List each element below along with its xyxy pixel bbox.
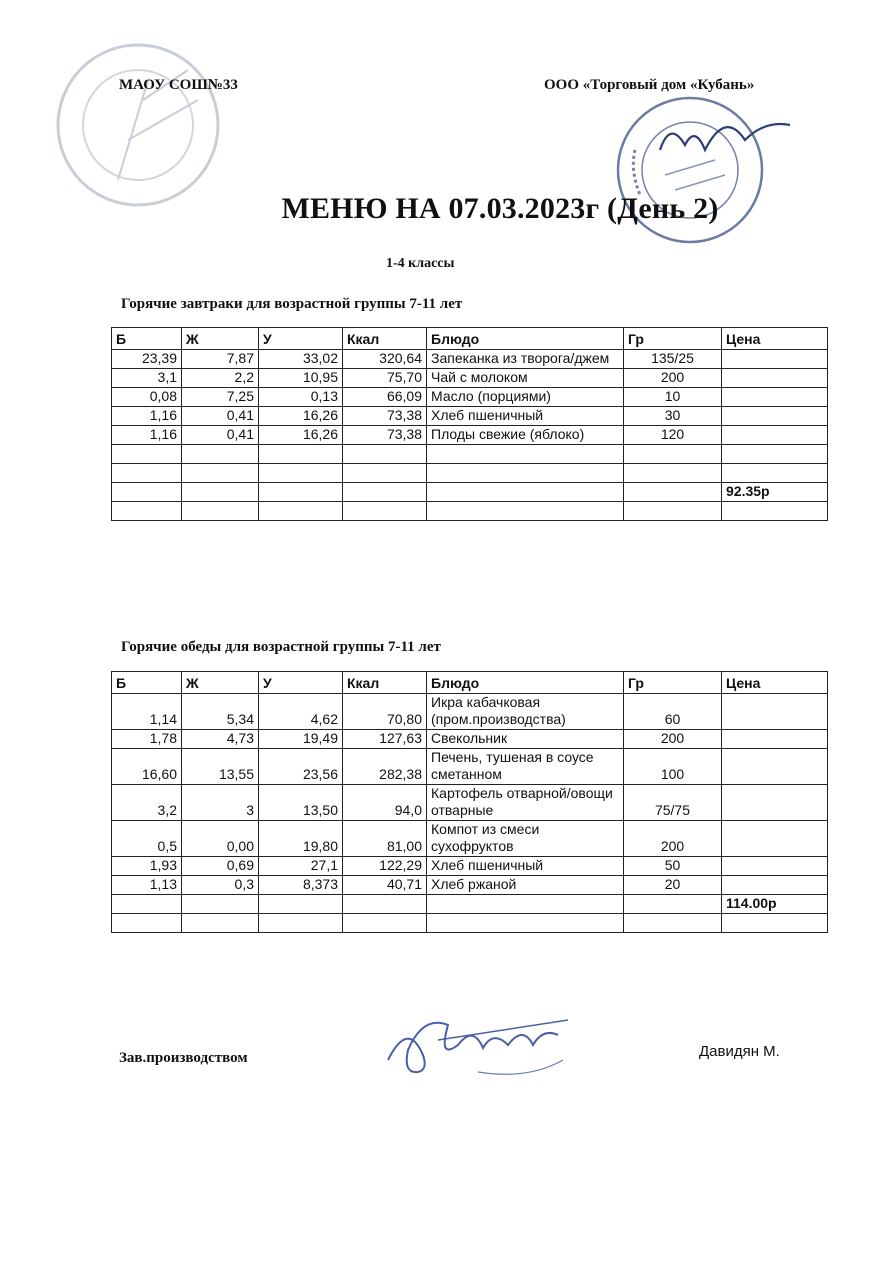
col-header-kcal: Ккал [343, 328, 427, 350]
breakfast-heading: Горячие завтраки для возрастной группы 7-11 лет [121, 296, 463, 312]
cell-b: 3,1 [112, 369, 182, 388]
total-row [112, 483, 828, 502]
left-organization: МАОУ СОШ№33 [119, 77, 238, 93]
cell-dish: Запеканка из творога/джем [427, 350, 624, 369]
table-header-row [112, 672, 828, 694]
cell-gr: 20 [624, 876, 722, 895]
company-stamp [605, 90, 805, 250]
cell-b: 0,5 [112, 821, 182, 857]
cell-kcal: 127,63 [343, 730, 427, 749]
table-row [112, 407, 828, 426]
cell-zh: 0,69 [182, 857, 259, 876]
cell-b: 3,2 [112, 785, 182, 821]
cell-zh: 7,87 [182, 350, 259, 369]
cell-u: 13,50 [259, 785, 343, 821]
col-header-price: Цена [722, 328, 828, 350]
cell-gr: 60 [624, 694, 722, 730]
cell-gr: 200 [624, 821, 722, 857]
cell-u: 16,26 [259, 426, 343, 445]
cell-price [722, 749, 828, 785]
cell-u: 10,95 [259, 369, 343, 388]
cell-b: 0,08 [112, 388, 182, 407]
table-header-row [112, 328, 828, 350]
cell-u: 23,56 [259, 749, 343, 785]
cell-gr: 200 [624, 730, 722, 749]
cell-gr: 100 [624, 749, 722, 785]
col-header-dish: Блюдо [427, 328, 624, 350]
cell-u: 16,26 [259, 407, 343, 426]
cell-b: 23,39 [112, 350, 182, 369]
col-header-kcal: Ккал [343, 672, 427, 694]
cell-kcal: 40,71 [343, 876, 427, 895]
col-header-b: Б [112, 328, 182, 350]
cell-gr: 30 [624, 407, 722, 426]
cell-u: 8,373 [259, 876, 343, 895]
cell-dish: Икра кабачковая (пром.производства) [427, 694, 624, 730]
signature-name: Давидян М. [699, 1043, 780, 1060]
handwritten-signature [378, 1000, 578, 1090]
empty-row [112, 914, 828, 933]
cell-dish: Свекольник [427, 730, 624, 749]
cell-price [722, 350, 828, 369]
cell-kcal: 282,38 [343, 749, 427, 785]
col-header-gr: Гр [624, 672, 722, 694]
cell-kcal: 122,29 [343, 857, 427, 876]
cell-kcal: 73,38 [343, 426, 427, 445]
cell-gr: 200 [624, 369, 722, 388]
cell-b: 16,60 [112, 749, 182, 785]
table-row [112, 857, 828, 876]
cell-price [722, 388, 828, 407]
cell-dish: Плоды свежие (яблоко) [427, 426, 624, 445]
cell-dish: Печень, тушеная в соусе сметанном [427, 749, 624, 785]
cell-price [722, 785, 828, 821]
cell-b: 1,16 [112, 407, 182, 426]
table-row [112, 388, 828, 407]
col-header-u: У [259, 328, 343, 350]
cell-zh: 2,2 [182, 369, 259, 388]
table-row [112, 821, 828, 857]
lunch-heading: Горячие обеды для возрастной группы 7-11 лет [121, 639, 441, 655]
signature-role: Зав.производством [119, 1050, 248, 1066]
table-row [112, 749, 828, 785]
cell-price [722, 730, 828, 749]
lunch-table [111, 671, 828, 933]
empty-row [112, 445, 828, 464]
cell-kcal: 75,70 [343, 369, 427, 388]
cell-price [722, 694, 828, 730]
cell-price [722, 407, 828, 426]
cell-dish: Хлеб пшеничный [427, 857, 624, 876]
col-header-gr: Гр [624, 328, 722, 350]
cell-price [722, 857, 828, 876]
grade-subtitle: 1-4 классы [386, 256, 455, 271]
cell-dish: Картофель отварной/овощи отварные [427, 785, 624, 821]
cell-gr: 120 [624, 426, 722, 445]
col-header-zh: Ж [182, 328, 259, 350]
cell-zh: 7,25 [182, 388, 259, 407]
cell-zh: 0,41 [182, 407, 259, 426]
breakfast-price: 92.35р [722, 483, 828, 502]
cell-gr: 75/75 [624, 785, 722, 821]
cell-dish: Хлеб пшеничный [427, 407, 624, 426]
cell-u: 27,1 [259, 857, 343, 876]
table-row [112, 369, 828, 388]
table-row [112, 785, 828, 821]
cell-kcal: 320,64 [343, 350, 427, 369]
cell-u: 33,02 [259, 350, 343, 369]
cell-price [722, 426, 828, 445]
cell-kcal: 70,80 [343, 694, 427, 730]
table-row [112, 876, 828, 895]
cell-gr: 10 [624, 388, 722, 407]
breakfast-table [111, 327, 828, 521]
col-header-zh: Ж [182, 672, 259, 694]
cell-b: 1,14 [112, 694, 182, 730]
cell-gr: 135/25 [624, 350, 722, 369]
cell-u: 0,13 [259, 388, 343, 407]
total-row [112, 895, 828, 914]
cell-zh: 13,55 [182, 749, 259, 785]
cell-zh: 4,73 [182, 730, 259, 749]
empty-row [112, 464, 828, 483]
cell-kcal: 73,38 [343, 407, 427, 426]
col-header-dish: Блюдо [427, 672, 624, 694]
col-header-price: Цена [722, 672, 828, 694]
table-row [112, 730, 828, 749]
cell-price [722, 821, 828, 857]
cell-kcal: 81,00 [343, 821, 427, 857]
cell-price [722, 369, 828, 388]
col-header-b: Б [112, 672, 182, 694]
cell-price [722, 876, 828, 895]
cell-kcal: 94,0 [343, 785, 427, 821]
table-row [112, 694, 828, 730]
cell-dish: Чай с молоком [427, 369, 624, 388]
col-header-u: У [259, 672, 343, 694]
cell-zh: 3 [182, 785, 259, 821]
cell-kcal: 66,09 [343, 388, 427, 407]
cell-b: 1,93 [112, 857, 182, 876]
page-title: МЕНЮ НА 07.03.2023г (День 2) [281, 192, 719, 225]
table-row [112, 426, 828, 445]
cell-b: 1,78 [112, 730, 182, 749]
faint-stamp-left [48, 40, 228, 215]
empty-row [112, 502, 828, 521]
cell-zh: 0,00 [182, 821, 259, 857]
cell-zh: 0,3 [182, 876, 259, 895]
cell-u: 4,62 [259, 694, 343, 730]
cell-b: 1,13 [112, 876, 182, 895]
lunch-price: 114.00р [722, 895, 828, 914]
cell-zh: 0,41 [182, 426, 259, 445]
cell-gr: 50 [624, 857, 722, 876]
cell-dish: Хлеб ржаной [427, 876, 624, 895]
cell-dish: Компот из смеси сухофруктов [427, 821, 624, 857]
cell-b: 1,16 [112, 426, 182, 445]
cell-u: 19,49 [259, 730, 343, 749]
cell-dish: Масло (порциями) [427, 388, 624, 407]
cell-u: 19,80 [259, 821, 343, 857]
cell-zh: 5,34 [182, 694, 259, 730]
right-organization: ООО «Торговый дом «Кубань» [544, 77, 755, 93]
table-row [112, 350, 828, 369]
